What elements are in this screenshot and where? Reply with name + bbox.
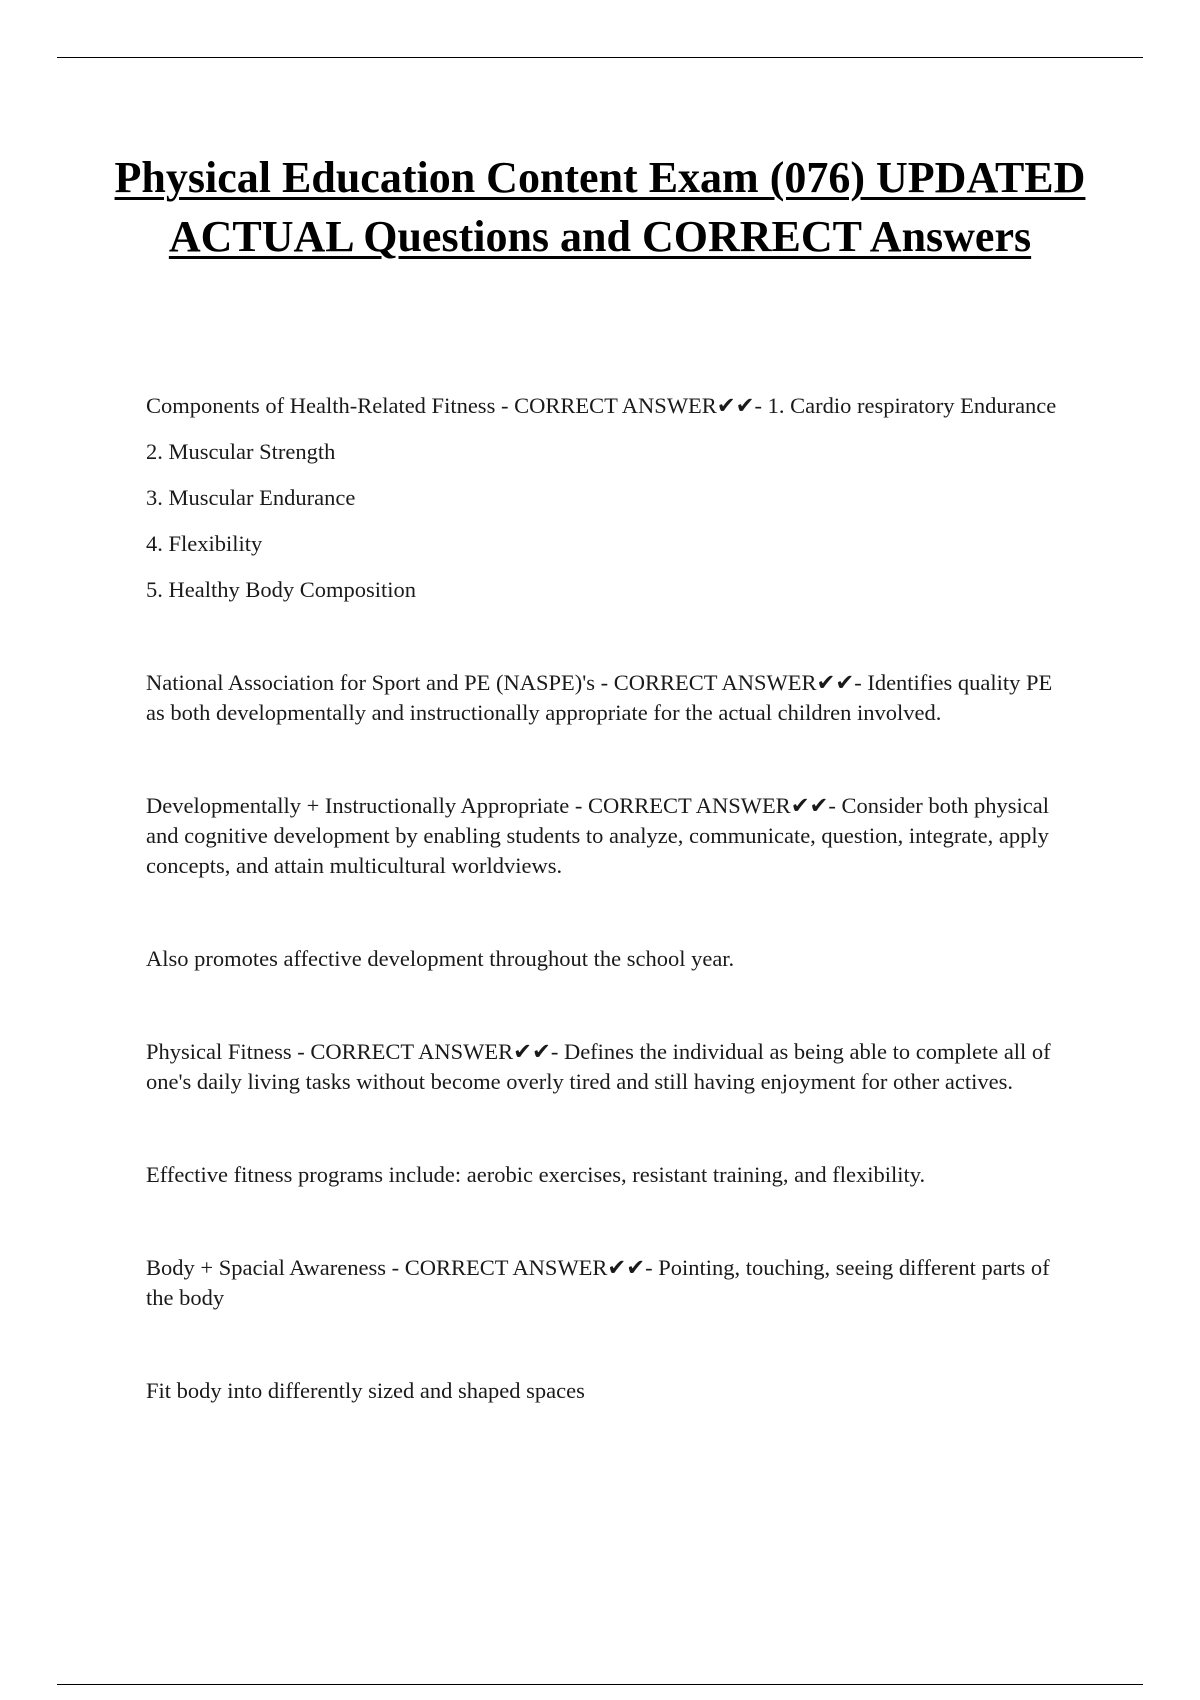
document-title: Physical Education Content Exam (076) UPDATED ACTUAL Questions and CORRECT Answers [114,153,1086,261]
top-rule [57,57,1143,58]
list-item: 3. Muscular Endurance [146,485,356,510]
document-body [146,391,1066,1406]
paragraph-physical-fitness: Physical Fitness - CORRECT ANSWER✔✔- Defines the individual as being able to complete all of one's daily living tasks without become overly tired and still having enjoyment for other actives. [146,1039,1051,1094]
list-item: 5. Healthy Body Composition [146,577,416,602]
list-item: 4. Flexibility [146,531,263,556]
list-item: 2. Muscular Strength [146,439,336,464]
paragraph-affective-development: Also promotes affective development throughout the school year. [146,946,735,971]
paragraph-developmentally-appropriate: Developmentally + Instructionally Appropriate - CORRECT ANSWER✔✔- Consider both physical and cognitive development by enabling students to analyze, communicate, question, integrate, apply concepts, and attain multicultural worldviews. [146,793,1049,878]
bottom-rule [57,1684,1143,1685]
paragraph-naspe: National Association for Sport and PE (NASPE)'s - CORRECT ANSWER✔✔- Identifies quality PE as both developmentally and instructionally appropriate for the actual children involved. [146,670,1053,725]
paragraph-fit-body-spaces: Fit body into differently sized and shaped spaces [146,1378,585,1403]
paragraph-body-spacial-awareness: Body + Spacial Awareness - CORRECT ANSWER✔✔- Pointing, touching, seeing different parts of the body [146,1255,1050,1310]
paragraph-fitness-programs: Effective fitness programs include: aerobic exercises, resistant training, and flexibility. [146,1162,926,1187]
paragraph-health-fitness-components: Components of Health-Related Fitness - CORRECT ANSWER✔✔- 1. Cardio respiratory Endurance [146,393,1057,418]
